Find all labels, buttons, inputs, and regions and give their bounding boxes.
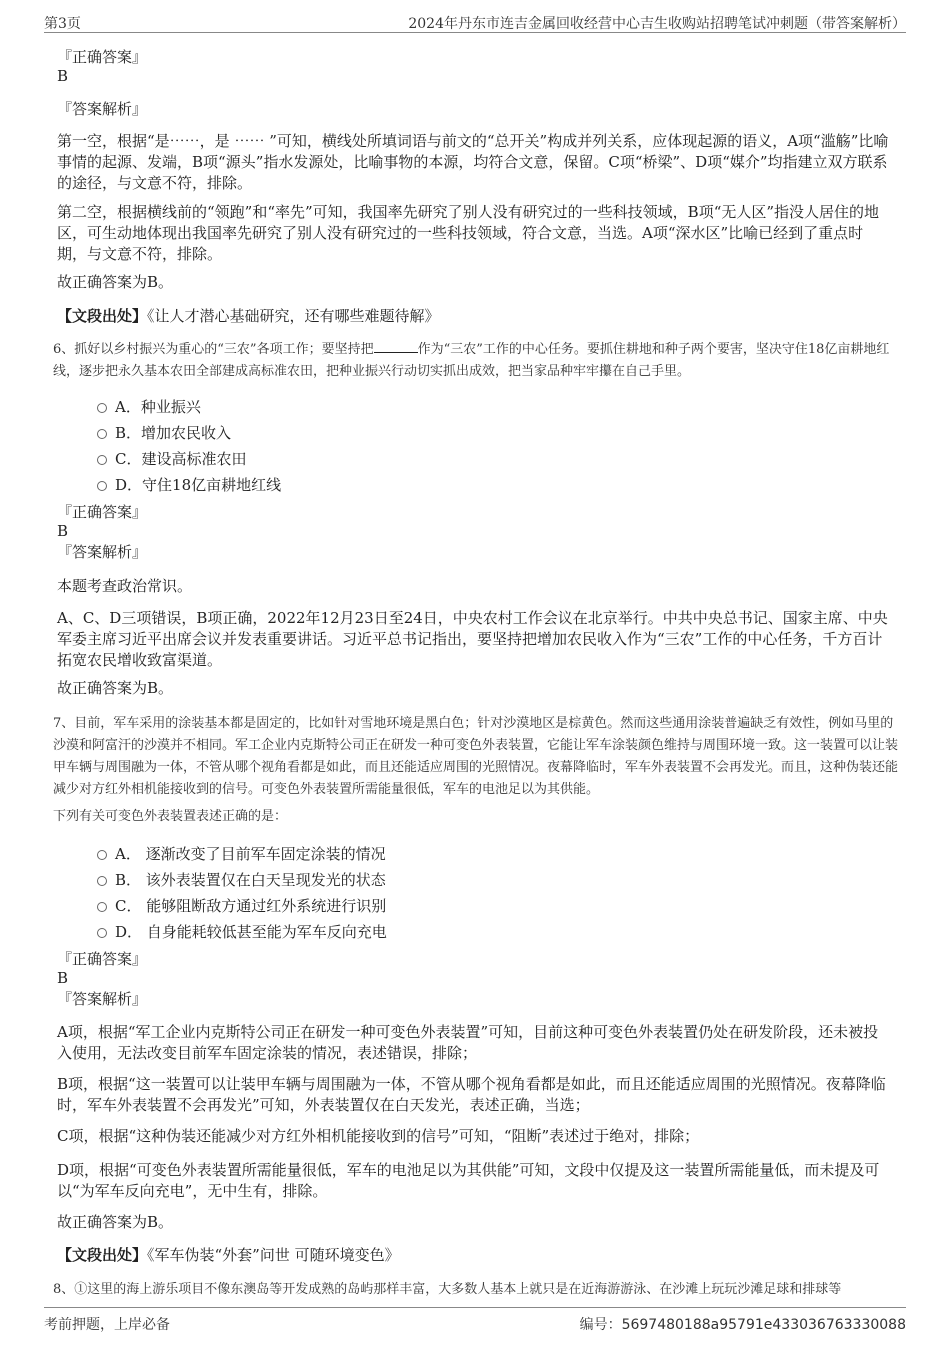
q7-option-d[interactable] <box>97 922 387 943</box>
radio-icon[interactable] <box>97 403 107 413</box>
radio-icon[interactable] <box>97 876 107 886</box>
q6-analysis-para-2: A、C、D三项错误，B项正确，2022年12月23日至24日，中央农村工作会议在北京举行。中共中央总书记、国家主席、中央军委主席习近平出席会议并发表重要讲话。习近平总书记指出，要坚持把增加农民收入作为“三农”工作的中心任务，千方百计拓宽农民增收致富渠道。 <box>57 609 888 669</box>
q7-question: 下列有关可变色外表装置表述正确的是： <box>53 809 288 824</box>
footer-code <box>580 1314 906 1334</box>
radio-icon[interactable] <box>97 429 107 439</box>
q8-stem: 8、①这里的海上游乐项目不像东澳岛等开发成熟的岛屿那样丰富，大多数人基本上就只是在近海游游泳、在沙滩上玩玩沙滩足球和排球等 <box>53 1282 842 1297</box>
q6-analysis-label: 『答案解析』 <box>57 543 148 561</box>
q6-option-d[interactable] <box>97 475 281 496</box>
q5-source-tag: 【文段出处】 <box>57 307 148 325</box>
footer-code-value: 5697480188a95791e433036763330088 <box>621 1317 906 1333</box>
q5-answer: B <box>57 67 69 85</box>
q7-analysis-a: A项，根据“军工企业内克斯特公司正在研发一种可变色外表装置”可知，目前这种可变色外表装置仍处在研发阶段，还未被投入使用，无法改变目前军车固定涂装的情况，表述错误，排除； <box>57 1023 879 1062</box>
q6-option-a-label: A．种业振兴 <box>115 398 201 416</box>
q6-stem <box>53 339 899 383</box>
document-title: 2024年丹东市连吉金属回收经营中心吉生收购站招聘笔试冲刺题（带答案解析） <box>408 16 906 32</box>
q7-answer-label: 『正确答案』 <box>57 950 148 968</box>
q7-analysis-d: D项，根据“可变色外表装置所需能量很低，军车的电池足以为其供能”可知，文段中仅提及这一装置所需能量低，而未提及可以“为军车反向充电”，无中生有，排除。 <box>57 1161 880 1200</box>
q7-option-c-label: C． 能够阻断敌方通过红外系统进行识别 <box>115 897 387 915</box>
footer-slogan: 考前押题，上岸必备 <box>44 1317 170 1333</box>
footer-code-label: 编号： <box>579 1317 622 1333</box>
q7-source-tag: 【文段出处】 <box>57 1246 148 1264</box>
radio-icon[interactable] <box>97 455 107 465</box>
q7-option-b-label: B． 该外表装置仅在白天呈现发光的状态 <box>115 871 386 889</box>
q7-analysis-b: B项，根据“这一装置可以让装甲车辆与周围融为一体，不管从哪个视角看都是如此，而且还能适应周围的光照情况。夜幕降临时，军车外表装置不会再发光”可知，外表装置仅在白天发光，表述正确，当选； <box>57 1075 886 1114</box>
q7-conclusion: 故正确答案为B。 <box>57 1213 174 1231</box>
page-number: 第3页 <box>44 16 81 32</box>
q6-answer-label: 『正确答案』 <box>57 503 148 521</box>
q7-option-a-label: A． 逐渐改变了目前军车固定涂装的情况 <box>115 845 386 863</box>
q7-analysis-c: C项，根据“这种伪装还能减少对方红外相机能接收到的信号”可知，“阻断”表述过于绝对，排除； <box>57 1127 700 1145</box>
q5-analysis-para-2: 第二空，根据横线前的“领跑”和“率先”可知，我国率先研究了别人没有研究过的一些科技领域，B项“无人区”指没人居住的地区，可生动地体现出我国率先研究了别人没有研究过的一些科技领域，符合文意，当选。A项“深水区”比喻已经到了重点时期，与文意不符，排除。 <box>57 203 880 263</box>
radio-icon[interactable] <box>97 902 107 912</box>
q6-option-c[interactable] <box>97 449 246 470</box>
footer-divider <box>44 1307 906 1308</box>
q6-option-c-label: C．建设高标准农田 <box>115 450 247 468</box>
q6-stem-part-a: 6、抓好以乡村振兴为重心的“三农”各项工作；要坚持把 <box>53 342 374 357</box>
radio-icon[interactable] <box>97 928 107 938</box>
radio-icon[interactable] <box>97 850 107 860</box>
q7-option-d-label: D． 自身能耗较低甚至能为军车反向充电 <box>115 923 387 941</box>
q6-analysis-para-1: 本题考查政治常识。 <box>57 577 193 595</box>
q7-source <box>57 1245 400 1266</box>
q5-analysis-para-1: 第一空，根据“是⋯⋯，是 ⋯⋯ ”可知，横线处所填词语与前文的“总开关”构成并列关系，应体现起源的语义，A项“滥觞”比喻事情的起源、发端，B项“源头”指水发源处，比喻事物的本源，均符合文意，保留。C项“桥梁”、D项“媒介”均指建立双方联系的途径，与文意不符，排除。 <box>57 132 889 192</box>
q6-conclusion: 故正确答案为B。 <box>57 679 174 697</box>
q7-option-c[interactable] <box>97 896 386 917</box>
q5-analysis-label: 『答案解析』 <box>57 100 148 118</box>
q7-option-a[interactable] <box>97 844 386 865</box>
q6-option-b[interactable] <box>97 423 231 444</box>
q7-option-b[interactable] <box>97 870 386 891</box>
radio-icon[interactable] <box>97 481 107 491</box>
q7-source-text: 《军车伪装“外套”问世 可随环境变色》 <box>147 1246 400 1264</box>
q6-stem-part-b: 作为“三农”工作的中心任务。要抓住耕地和种子两个要害，坚决守住18亿亩耕地红线，逐步把永久基本农田全部建成高标准农田，把种业振兴行动切实抓出成效，把当家品种牢牢攥在自己手里。 <box>53 342 890 379</box>
q6-answer: B <box>57 522 69 540</box>
q7-analysis-label: 『答案解析』 <box>57 990 148 1008</box>
q6-blank <box>374 339 418 353</box>
header-divider <box>44 32 906 33</box>
q6-option-b-label: B．增加农民收入 <box>115 424 232 442</box>
q5-conclusion: 故正确答案为B。 <box>57 273 174 291</box>
q7-stem: 7、目前，军车采用的涂装基本都是固定的，比如针对雪地环境是黑白色；针对沙漠地区是棕黄色。然而这些通用涂装普遍缺乏有效性，例如马里的沙漠和阿富汗的沙漠并不相同。军工企业内克斯特公司正在研发一种可变色外表装置，它能让军车涂装颜色维持与周围环境一致。这一装置可以让装甲车辆与周围融为一体，不管从哪个视角看都是如此，而且还能适应周围的光照情况。夜幕降临时，军车外表装置不会再发光。而且，这种伪装还能减少对方红外相机能接收到的信号。可变色外表装置所需能量很低，军车的电池足以为其供能。 <box>53 716 899 797</box>
q7-answer: B <box>57 969 69 987</box>
q6-option-d-label: D．守住18亿亩耕地红线 <box>115 476 282 494</box>
q5-source <box>57 306 440 327</box>
q6-option-a[interactable] <box>97 397 201 418</box>
q5-answer-label: 『正确答案』 <box>57 48 148 66</box>
q5-source-text: 《让人才潜心基础研究，还有哪些难题待解》 <box>147 307 440 325</box>
